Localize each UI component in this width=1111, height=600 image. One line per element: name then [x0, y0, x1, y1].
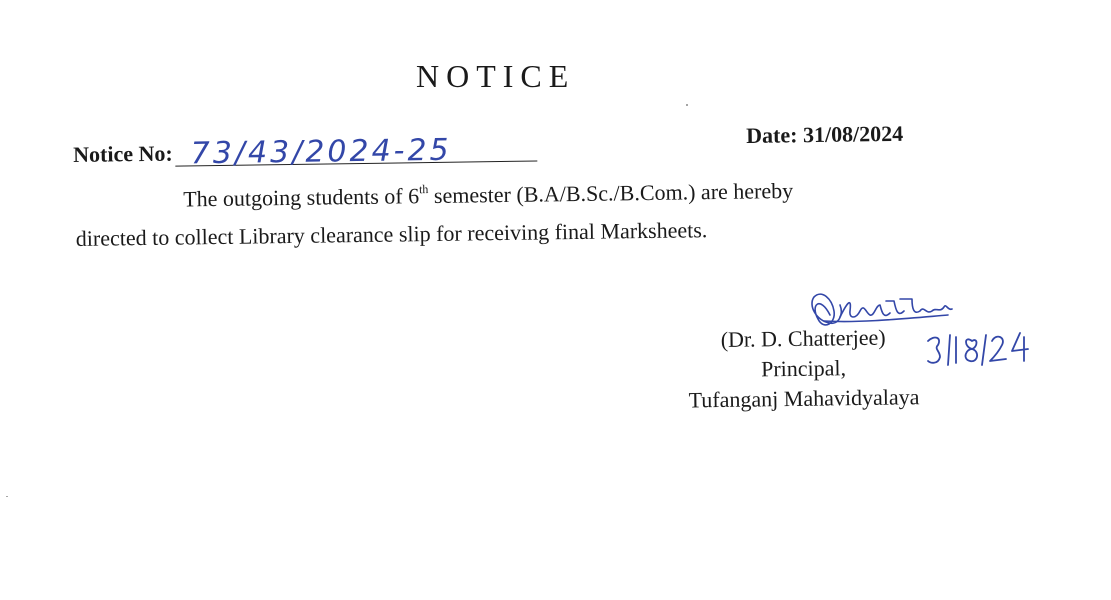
scan-speck	[6, 496, 8, 497]
notice-body	[75, 170, 956, 258]
notice-date: Date: 31/08/2024	[746, 120, 904, 148]
signatory-name: (Dr. D. Chatterjee)	[720, 324, 886, 352]
notice-body-line-1: The outgoing students of 6th semester (B.A/B.Sc./B.Com.) are hereby	[183, 177, 794, 212]
notice-body-line-2: directed to collect Library clearance slip for receiving final Marksheets.	[75, 217, 708, 251]
notice-number-label: Notice No:	[73, 140, 173, 167]
ordinal-suffix: th	[418, 182, 429, 197]
signature-stroke-surname	[840, 299, 952, 317]
signature-stroke-initial	[812, 294, 841, 325]
scan-speck	[686, 104, 688, 106]
signature-date-8	[966, 339, 978, 361]
signature-date-4	[1012, 333, 1028, 361]
signatory-institution: Tufanganj Mahavidyalaya	[688, 384, 920, 413]
signatory-block	[648, 322, 959, 416]
notice-title: NOTICE	[416, 58, 576, 94]
signature-date-2	[990, 337, 1006, 361]
notice-number-row	[73, 132, 537, 172]
signature-date-slash2	[982, 335, 986, 365]
signatory-designation: Principal,	[760, 355, 847, 382]
notice-number-handwritten: 73/43/2024-25	[175, 139, 537, 167]
